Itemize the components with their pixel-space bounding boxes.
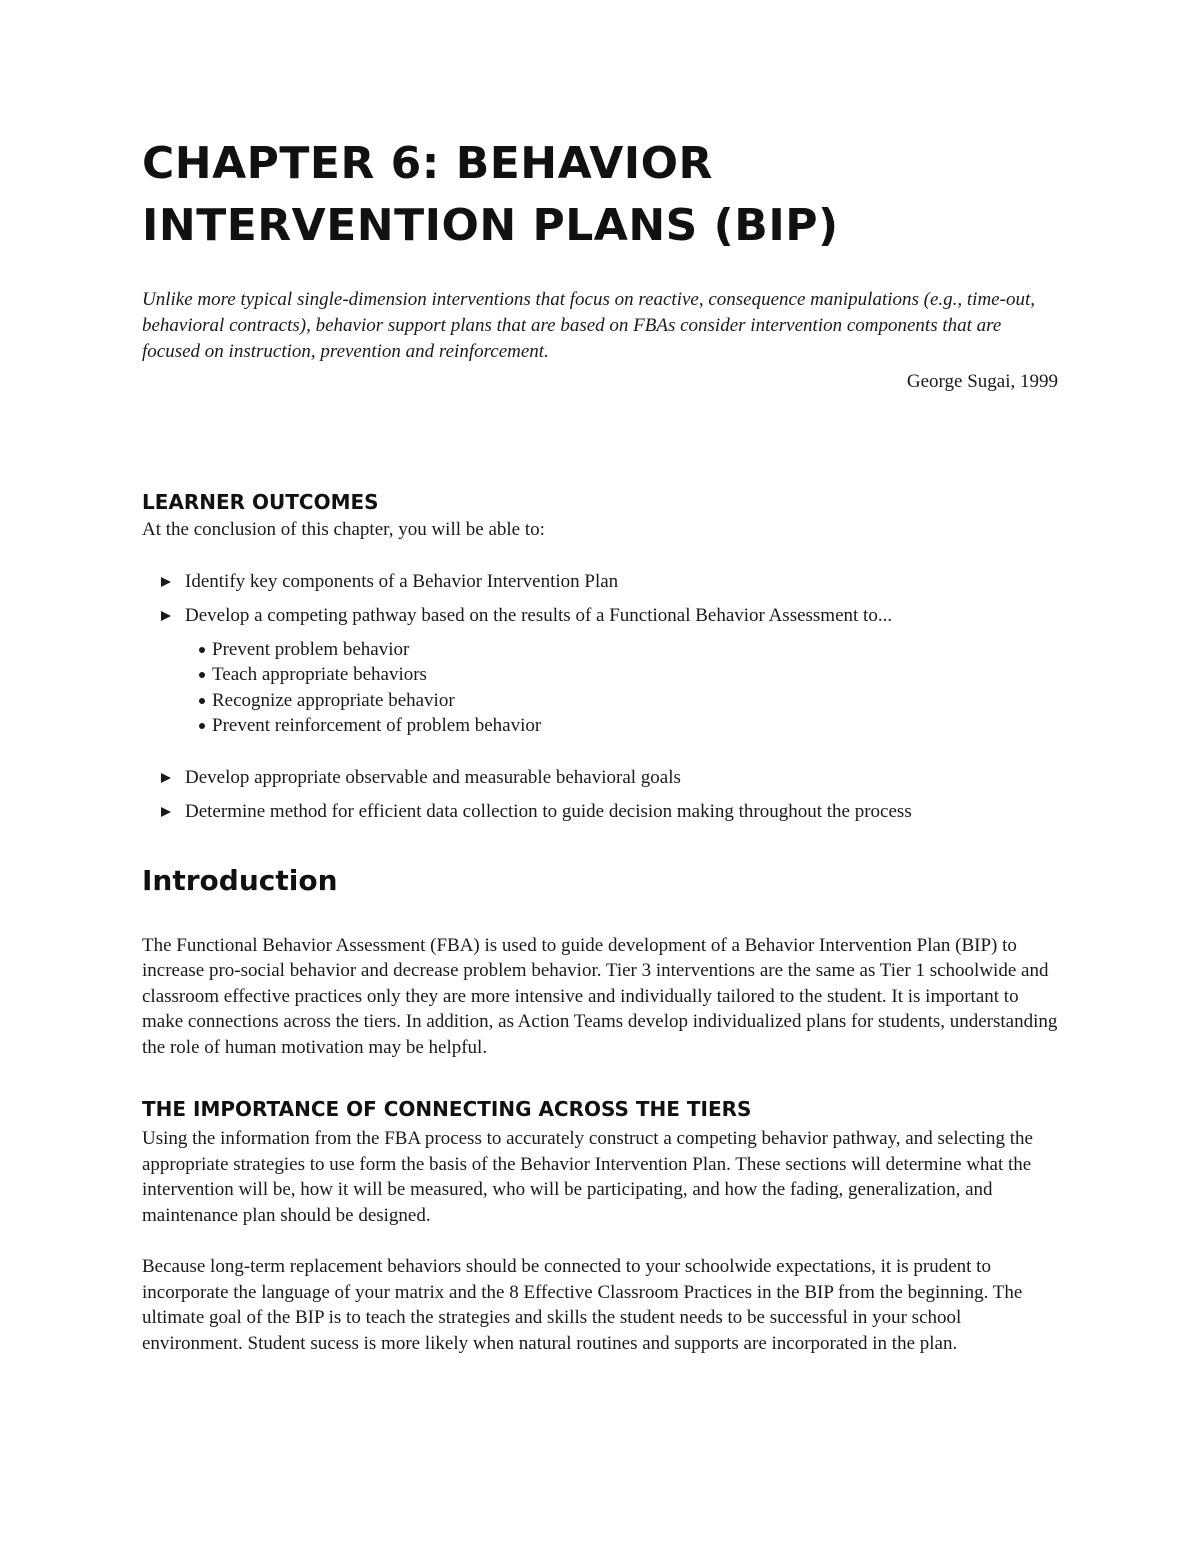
- outcome-item: [142, 569, 1060, 595]
- chapter-title-line-1: CHAPTER 6: BEHAVIOR: [142, 138, 713, 189]
- triangle-bullet-icon: [161, 807, 171, 817]
- sub-item: [185, 637, 1060, 663]
- outcome-text: Develop a competing pathway based on the results of a Functional Behavior Assessment to...: [185, 605, 893, 626]
- epigraph-quote: Unlike more typical single-dimension interventions that focus on reactive, consequence manipulations (e.g., time-out, behavioral contracts), behavior support plans that are based on FBAs consider intervention components that are focused on instruction, prevention and reinforcement.: [142, 289, 1035, 362]
- sub-item-text: Teach appropriate behaviors: [212, 664, 427, 685]
- sub-item-text: Recognize appropriate behavior: [212, 689, 455, 711]
- sub-item-text: Prevent problem behavior: [212, 638, 410, 660]
- learner-outcomes-list: [142, 569, 1060, 825]
- learner-outcomes-intro: At the conclusion of this chapter, you will be able to:: [142, 519, 545, 540]
- tiers-paragraph-2: Because long-term replacement behaviors should be connected to your schoolwide expectations, it is prudent to incorporate the language of your matrix and the 8 Effective Classroom Practices in the BIP from the beginning. The ultimate goal of the BIP is to teach the strategies and skills the student needs to be successful in your school environment. Student sucess is more likely when natural routines and supports are incorporated in the plan.: [142, 1256, 1023, 1354]
- chapter-title-line-2: INTERVENTION PLANS (BIP): [142, 200, 839, 251]
- dot-bullet-icon: [199, 647, 205, 653]
- outcome-text: Determine method for efficient data collection to guide decision making throughout the process: [185, 801, 912, 822]
- sub-item: [185, 713, 1060, 739]
- dot-bullet-icon: [199, 672, 205, 678]
- outcome-text: Identify key components of a Behavior Intervention Plan: [185, 570, 619, 592]
- triangle-bullet-icon: [161, 611, 171, 621]
- chapter-title: [142, 0, 1060, 257]
- sub-item: [185, 688, 1060, 714]
- triangle-bullet-icon: [161, 577, 171, 587]
- dot-bullet-icon: [199, 698, 205, 704]
- sub-item-text: Prevent reinforcement of problem behavior: [212, 715, 542, 736]
- dot-bullet-icon: [199, 723, 205, 729]
- outcome-text: Develop appropriate observable and measurable behavioral goals: [185, 766, 681, 788]
- outcome-sub-list: [185, 637, 1060, 739]
- introduction-heading: Introduction: [142, 863, 338, 897]
- introduction-paragraph: The Functional Behavior Assessment (FBA) is used to guide development of a Behavior Intervention Plan (BIP) to increase pro-social behavior and decrease problem behavior. Tier 3 interventions are the same as Tier 1 schoolwide and classroom effective practices only they are more intensive and individually tailored to the student. It is important to make connections across the tiers. In addition, as Action Teams develop individualized plans for students, understanding the role of human motivation may be helpful.: [142, 934, 1058, 1058]
- outcome-item: [142, 603, 1060, 739]
- triangle-bullet-icon: [161, 773, 171, 783]
- sub-item: [185, 662, 1060, 688]
- tiers-section-heading: THE IMPORTANCE OF CONNECTING ACROSS THE TIERS: [142, 1097, 752, 1121]
- learner-outcomes-heading: LEARNER OUTCOMES: [142, 490, 379, 514]
- outcome-item: [142, 799, 1060, 825]
- epigraph-attribution: George Sugai, 1999: [906, 371, 1058, 392]
- outcome-item: [142, 765, 1060, 791]
- tiers-paragraph-1: Using the information from the FBA process to accurately construct a competing behavior pathway, and selecting the appropriate strategies to use form the basis of the Behavior Intervention Plan. These sections will determine what the intervention will be, how it will be measured, who will be participating, and how the fading, generalization, and maintenance plan should be designed.: [142, 1128, 1033, 1226]
